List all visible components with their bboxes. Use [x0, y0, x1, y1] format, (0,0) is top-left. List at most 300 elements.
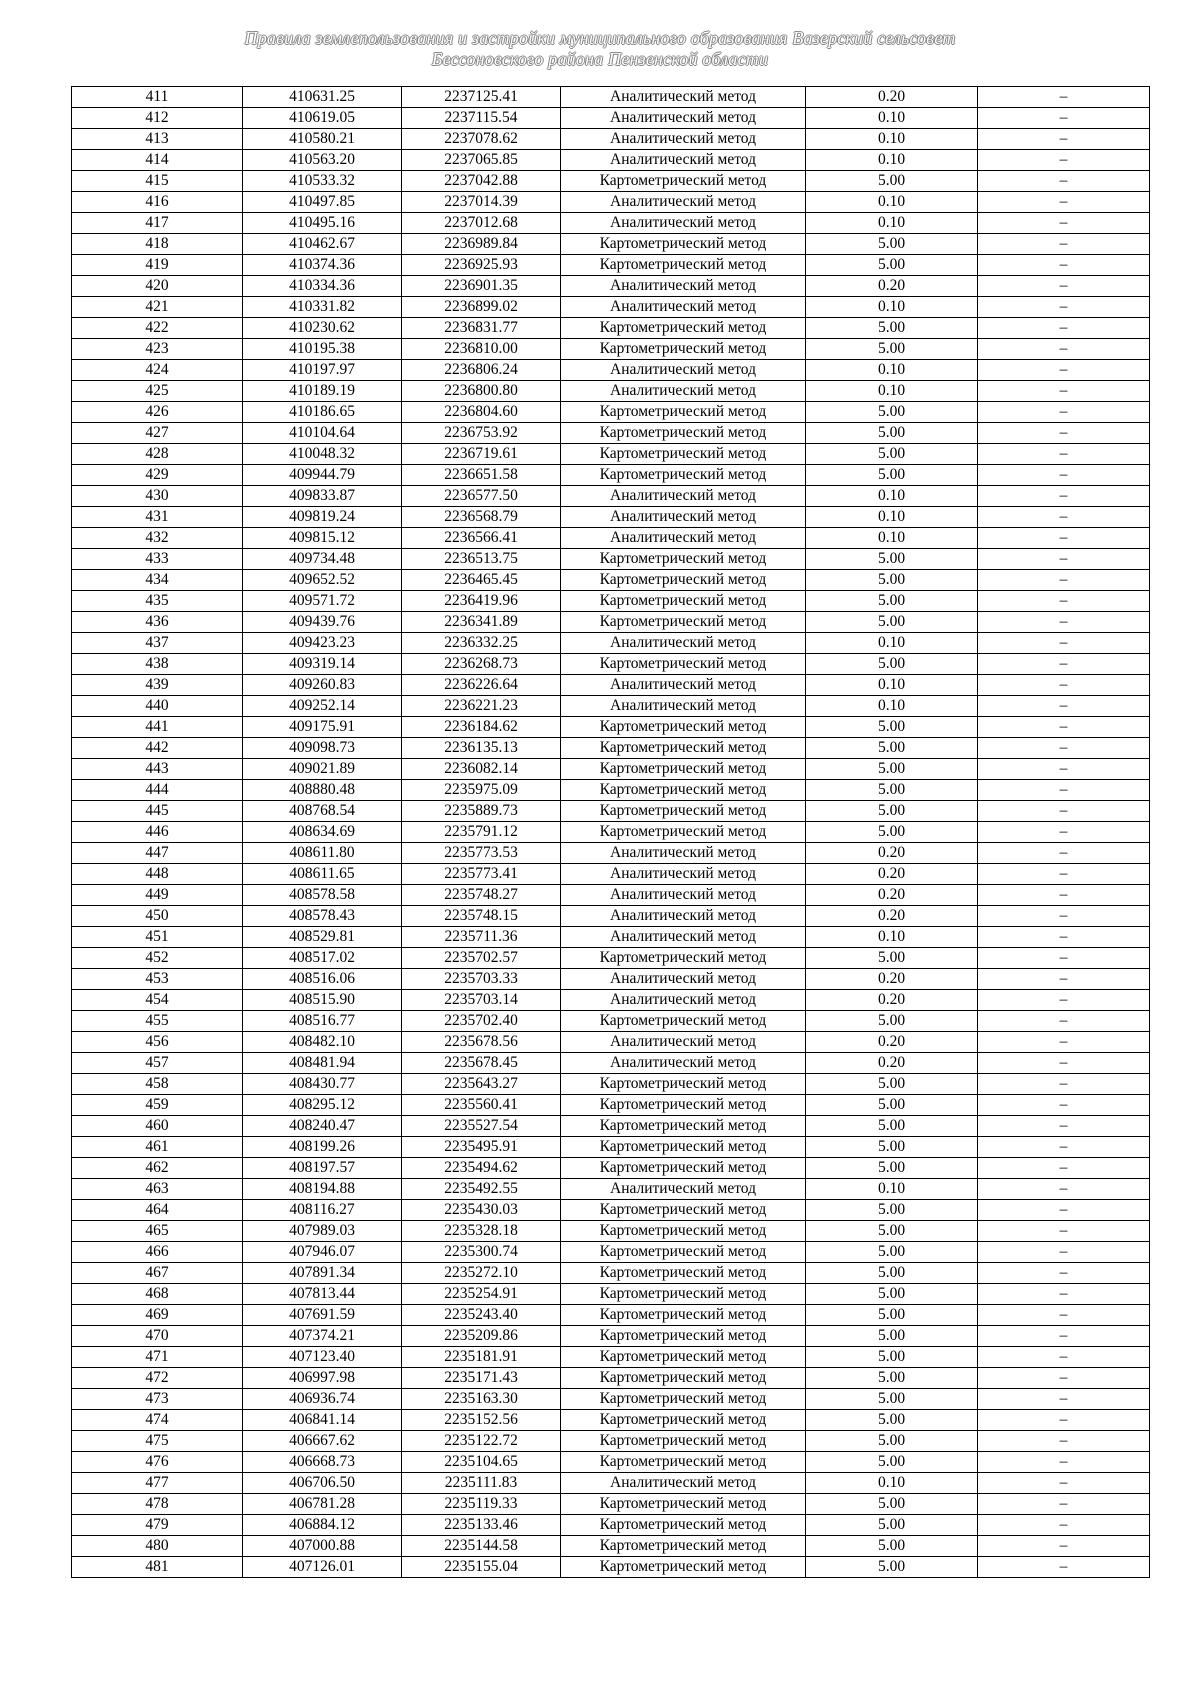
point-number-cell: 452: [72, 948, 243, 969]
y-coordinate-cell: 2236806.24: [402, 360, 561, 381]
point-number-cell: 472: [72, 1368, 243, 1389]
accuracy-cell: 5.00: [806, 1305, 978, 1326]
y-coordinate-cell: 2236753.92: [402, 423, 561, 444]
x-coordinate-cell: 409175.91: [243, 717, 402, 738]
y-coordinate-cell: 2236568.79: [402, 507, 561, 528]
table-row: [72, 297, 1150, 318]
point-number-cell: 440: [72, 696, 243, 717]
description-cell: –: [978, 1515, 1150, 1536]
table-row: [72, 108, 1150, 129]
point-number-cell: 461: [72, 1137, 243, 1158]
method-cell: Картометрический метод: [561, 1074, 806, 1095]
accuracy-cell: 5.00: [806, 444, 978, 465]
x-coordinate-cell: 409833.87: [243, 486, 402, 507]
table-row: [72, 444, 1150, 465]
y-coordinate-cell: 2236135.13: [402, 738, 561, 759]
accuracy-cell: 0.20: [806, 1053, 978, 1074]
accuracy-cell: 5.00: [806, 1200, 978, 1221]
x-coordinate-cell: 410580.21: [243, 129, 402, 150]
method-cell: Картометрический метод: [561, 1242, 806, 1263]
accuracy-cell: 0.20: [806, 864, 978, 885]
y-coordinate-cell: 2237078.62: [402, 129, 561, 150]
accuracy-cell: 5.00: [806, 339, 978, 360]
point-number-cell: 433: [72, 549, 243, 570]
y-coordinate-cell: 2235702.57: [402, 948, 561, 969]
y-coordinate-cell: 2236804.60: [402, 402, 561, 423]
description-cell: –: [978, 990, 1150, 1011]
point-number-cell: 411: [72, 87, 243, 108]
accuracy-cell: 0.20: [806, 885, 978, 906]
point-number-cell: 435: [72, 591, 243, 612]
y-coordinate-cell: 2236184.62: [402, 717, 561, 738]
description-cell: –: [978, 717, 1150, 738]
point-number-cell: 479: [72, 1515, 243, 1536]
point-number-cell: 478: [72, 1494, 243, 1515]
x-coordinate-cell: 406997.98: [243, 1368, 402, 1389]
accuracy-cell: 5.00: [806, 255, 978, 276]
x-coordinate-cell: 410462.67: [243, 234, 402, 255]
method-cell: Картометрический метод: [561, 717, 806, 738]
point-number-cell: 460: [72, 1116, 243, 1137]
method-cell: Картометрический метод: [561, 1557, 806, 1578]
x-coordinate-cell: 410619.05: [243, 108, 402, 129]
x-coordinate-cell: 407813.44: [243, 1284, 402, 1305]
y-coordinate-cell: 2236901.35: [402, 276, 561, 297]
y-coordinate-cell: 2235163.30: [402, 1389, 561, 1410]
method-cell: Картометрический метод: [561, 465, 806, 486]
x-coordinate-cell: 409423.23: [243, 633, 402, 654]
y-coordinate-cell: 2236226.64: [402, 675, 561, 696]
method-cell: Аналитический метод: [561, 864, 806, 885]
table-row: [72, 969, 1150, 990]
method-cell: Аналитический метод: [561, 213, 806, 234]
y-coordinate-cell: 2236577.50: [402, 486, 561, 507]
table-row: [72, 591, 1150, 612]
accuracy-cell: 5.00: [806, 1431, 978, 1452]
description-cell: –: [978, 444, 1150, 465]
x-coordinate-cell: 409571.72: [243, 591, 402, 612]
y-coordinate-cell: 2235209.86: [402, 1326, 561, 1347]
accuracy-cell: 5.00: [806, 738, 978, 759]
description-cell: –: [978, 423, 1150, 444]
method-cell: Картометрический метод: [561, 948, 806, 969]
table-row: [72, 1032, 1150, 1053]
table-row: [72, 1137, 1150, 1158]
x-coordinate-cell: 408199.26: [243, 1137, 402, 1158]
method-cell: Картометрический метод: [561, 1536, 806, 1557]
accuracy-cell: 5.00: [806, 1536, 978, 1557]
point-number-cell: 469: [72, 1305, 243, 1326]
x-coordinate-cell: 408611.80: [243, 843, 402, 864]
method-cell: Аналитический метод: [561, 87, 806, 108]
table-row: [72, 213, 1150, 234]
description-cell: –: [978, 1158, 1150, 1179]
method-cell: Картометрический метод: [561, 1095, 806, 1116]
method-cell: Картометрический метод: [561, 738, 806, 759]
accuracy-cell: 5.00: [806, 402, 978, 423]
accuracy-cell: 0.10: [806, 1179, 978, 1200]
x-coordinate-cell: 407374.21: [243, 1326, 402, 1347]
point-number-cell: 449: [72, 885, 243, 906]
point-number-cell: 445: [72, 801, 243, 822]
y-coordinate-cell: 2235703.14: [402, 990, 561, 1011]
table-row: [72, 1557, 1150, 1578]
table-row: [72, 192, 1150, 213]
x-coordinate-cell: 410230.62: [243, 318, 402, 339]
description-cell: –: [978, 1200, 1150, 1221]
x-coordinate-cell: 410195.38: [243, 339, 402, 360]
table-row: [72, 171, 1150, 192]
method-cell: Аналитический метод: [561, 297, 806, 318]
method-cell: Картометрический метод: [561, 402, 806, 423]
y-coordinate-cell: 2236925.93: [402, 255, 561, 276]
table-row: [72, 1368, 1150, 1389]
accuracy-cell: 5.00: [806, 549, 978, 570]
method-cell: Картометрический метод: [561, 1410, 806, 1431]
y-coordinate-cell: 2235711.36: [402, 927, 561, 948]
method-cell: Картометрический метод: [561, 171, 806, 192]
accuracy-cell: 5.00: [806, 1011, 978, 1032]
description-cell: –: [978, 591, 1150, 612]
table-row: [72, 738, 1150, 759]
table-row: [72, 1095, 1150, 1116]
method-cell: Картометрический метод: [561, 1494, 806, 1515]
point-number-cell: 473: [72, 1389, 243, 1410]
description-cell: –: [978, 759, 1150, 780]
x-coordinate-cell: 408529.81: [243, 927, 402, 948]
y-coordinate-cell: 2235155.04: [402, 1557, 561, 1578]
point-number-cell: 432: [72, 528, 243, 549]
description-cell: –: [978, 486, 1150, 507]
table-row: [72, 654, 1150, 675]
accuracy-cell: 0.10: [806, 696, 978, 717]
y-coordinate-cell: 2237042.88: [402, 171, 561, 192]
point-number-cell: 444: [72, 780, 243, 801]
point-number-cell: 434: [72, 570, 243, 591]
y-coordinate-cell: 2235300.74: [402, 1242, 561, 1263]
point-number-cell: 451: [72, 927, 243, 948]
y-coordinate-cell: 2236989.84: [402, 234, 561, 255]
y-coordinate-cell: 2236419.96: [402, 591, 561, 612]
method-cell: Аналитический метод: [561, 486, 806, 507]
x-coordinate-cell: 408482.10: [243, 1032, 402, 1053]
table-row: [72, 570, 1150, 591]
y-coordinate-cell: 2235678.56: [402, 1032, 561, 1053]
point-number-cell: 453: [72, 969, 243, 990]
accuracy-cell: 0.10: [806, 213, 978, 234]
method-cell: Аналитический метод: [561, 360, 806, 381]
accuracy-cell: 5.00: [806, 570, 978, 591]
description-cell: –: [978, 1326, 1150, 1347]
table-row: [72, 486, 1150, 507]
y-coordinate-cell: 2235171.43: [402, 1368, 561, 1389]
x-coordinate-cell: 407946.07: [243, 1242, 402, 1263]
point-number-cell: 475: [72, 1431, 243, 1452]
table-row: [72, 633, 1150, 654]
table-row: [72, 465, 1150, 486]
point-number-cell: 422: [72, 318, 243, 339]
x-coordinate-cell: 410331.82: [243, 297, 402, 318]
x-coordinate-cell: 410631.25: [243, 87, 402, 108]
method-cell: Картометрический метод: [561, 1389, 806, 1410]
description-cell: –: [978, 255, 1150, 276]
description-cell: –: [978, 1284, 1150, 1305]
accuracy-cell: 5.00: [806, 171, 978, 192]
method-cell: Картометрический метод: [561, 444, 806, 465]
description-cell: –: [978, 654, 1150, 675]
accuracy-cell: 5.00: [806, 717, 978, 738]
table-row: [72, 528, 1150, 549]
y-coordinate-cell: 2235104.65: [402, 1452, 561, 1473]
accuracy-cell: 5.00: [806, 801, 978, 822]
table-row: [72, 948, 1150, 969]
method-cell: Картометрический метод: [561, 234, 806, 255]
method-cell: Картометрический метод: [561, 1116, 806, 1137]
point-number-cell: 464: [72, 1200, 243, 1221]
y-coordinate-cell: 2235773.53: [402, 843, 561, 864]
description-cell: –: [978, 738, 1150, 759]
y-coordinate-cell: 2236221.23: [402, 696, 561, 717]
x-coordinate-cell: 406841.14: [243, 1410, 402, 1431]
y-coordinate-cell: 2235144.58: [402, 1536, 561, 1557]
accuracy-cell: 0.10: [806, 675, 978, 696]
y-coordinate-cell: 2235643.27: [402, 1074, 561, 1095]
table-row: [72, 402, 1150, 423]
method-cell: Картометрический метод: [561, 759, 806, 780]
table-row: [72, 129, 1150, 150]
y-coordinate-cell: 2235181.91: [402, 1347, 561, 1368]
point-number-cell: 438: [72, 654, 243, 675]
y-coordinate-cell: 2235889.73: [402, 801, 561, 822]
accuracy-cell: 5.00: [806, 234, 978, 255]
y-coordinate-cell: 2235122.72: [402, 1431, 561, 1452]
description-cell: –: [978, 171, 1150, 192]
description-cell: –: [978, 1410, 1150, 1431]
table-row: [72, 234, 1150, 255]
table-row: [72, 1284, 1150, 1305]
y-coordinate-cell: 2237065.85: [402, 150, 561, 171]
accuracy-cell: 5.00: [806, 1242, 978, 1263]
x-coordinate-cell: 408430.77: [243, 1074, 402, 1095]
table-row: [72, 87, 1150, 108]
coordinates-table: [71, 86, 1150, 1578]
method-cell: Картометрический метод: [561, 549, 806, 570]
description-cell: –: [978, 570, 1150, 591]
description-cell: –: [978, 1452, 1150, 1473]
description-cell: –: [978, 1431, 1150, 1452]
x-coordinate-cell: 407891.34: [243, 1263, 402, 1284]
description-cell: –: [978, 969, 1150, 990]
description-cell: –: [978, 1473, 1150, 1494]
description-cell: –: [978, 612, 1150, 633]
description-cell: –: [978, 948, 1150, 969]
x-coordinate-cell: 410563.20: [243, 150, 402, 171]
x-coordinate-cell: 407989.03: [243, 1221, 402, 1242]
description-cell: –: [978, 1494, 1150, 1515]
method-cell: Картометрический метод: [561, 1305, 806, 1326]
accuracy-cell: 0.10: [806, 192, 978, 213]
x-coordinate-cell: 410104.64: [243, 423, 402, 444]
table-row: [72, 549, 1150, 570]
point-number-cell: 426: [72, 402, 243, 423]
x-coordinate-cell: 406706.50: [243, 1473, 402, 1494]
point-number-cell: 467: [72, 1263, 243, 1284]
x-coordinate-cell: 408611.65: [243, 864, 402, 885]
x-coordinate-cell: 408197.57: [243, 1158, 402, 1179]
method-cell: Аналитический метод: [561, 969, 806, 990]
accuracy-cell: 0.20: [806, 843, 978, 864]
point-number-cell: 421: [72, 297, 243, 318]
description-cell: –: [978, 129, 1150, 150]
x-coordinate-cell: 410048.32: [243, 444, 402, 465]
accuracy-cell: 0.10: [806, 633, 978, 654]
description-cell: –: [978, 1116, 1150, 1137]
description-cell: –: [978, 780, 1150, 801]
x-coordinate-cell: 408578.58: [243, 885, 402, 906]
method-cell: Аналитический метод: [561, 843, 806, 864]
x-coordinate-cell: 406884.12: [243, 1515, 402, 1536]
method-cell: Картометрический метод: [561, 1221, 806, 1242]
table-row: [72, 990, 1150, 1011]
point-number-cell: 448: [72, 864, 243, 885]
y-coordinate-cell: 2235791.12: [402, 822, 561, 843]
accuracy-cell: 5.00: [806, 1347, 978, 1368]
y-coordinate-cell: 2236899.02: [402, 297, 561, 318]
accuracy-cell: 5.00: [806, 759, 978, 780]
y-coordinate-cell: 2235492.55: [402, 1179, 561, 1200]
table-row: [72, 150, 1150, 171]
description-cell: –: [978, 1095, 1150, 1116]
point-number-cell: 413: [72, 129, 243, 150]
accuracy-cell: 0.10: [806, 486, 978, 507]
accuracy-cell: 0.10: [806, 507, 978, 528]
point-number-cell: 447: [72, 843, 243, 864]
method-cell: Картометрический метод: [561, 423, 806, 444]
method-cell: Аналитический метод: [561, 927, 806, 948]
accuracy-cell: 0.20: [806, 87, 978, 108]
description-cell: –: [978, 1074, 1150, 1095]
description-cell: –: [978, 1368, 1150, 1389]
point-number-cell: 442: [72, 738, 243, 759]
table-row: [72, 255, 1150, 276]
accuracy-cell: 0.10: [806, 528, 978, 549]
accuracy-cell: 0.10: [806, 129, 978, 150]
accuracy-cell: 5.00: [806, 1389, 978, 1410]
x-coordinate-cell: 409819.24: [243, 507, 402, 528]
description-cell: –: [978, 1389, 1150, 1410]
x-coordinate-cell: 406936.74: [243, 1389, 402, 1410]
y-coordinate-cell: 2235495.91: [402, 1137, 561, 1158]
accuracy-cell: 0.10: [806, 381, 978, 402]
table-row: [72, 1200, 1150, 1221]
point-number-cell: 465: [72, 1221, 243, 1242]
accuracy-cell: 5.00: [806, 1452, 978, 1473]
description-cell: –: [978, 1305, 1150, 1326]
x-coordinate-cell: 410186.65: [243, 402, 402, 423]
x-coordinate-cell: 410495.16: [243, 213, 402, 234]
x-coordinate-cell: 408515.90: [243, 990, 402, 1011]
description-cell: –: [978, 1536, 1150, 1557]
method-cell: Аналитический метод: [561, 1053, 806, 1074]
point-number-cell: 454: [72, 990, 243, 1011]
point-number-cell: 415: [72, 171, 243, 192]
table-row: [72, 276, 1150, 297]
y-coordinate-cell: 2236800.80: [402, 381, 561, 402]
point-number-cell: 430: [72, 486, 243, 507]
description-cell: –: [978, 234, 1150, 255]
x-coordinate-cell: 406667.62: [243, 1431, 402, 1452]
accuracy-cell: 0.20: [806, 906, 978, 927]
y-coordinate-cell: 2236341.89: [402, 612, 561, 633]
accuracy-cell: 0.10: [806, 108, 978, 129]
x-coordinate-cell: 410334.36: [243, 276, 402, 297]
description-cell: –: [978, 696, 1150, 717]
header-line-2: Бессоновского района Пензенской области: [431, 49, 769, 69]
method-cell: Картометрический метод: [561, 1368, 806, 1389]
point-number-cell: 412: [72, 108, 243, 129]
method-cell: Картометрический метод: [561, 1515, 806, 1536]
y-coordinate-cell: 2236810.00: [402, 339, 561, 360]
table-row: [72, 1242, 1150, 1263]
point-number-cell: 424: [72, 360, 243, 381]
x-coordinate-cell: 407000.88: [243, 1536, 402, 1557]
y-coordinate-cell: 2235254.91: [402, 1284, 561, 1305]
point-number-cell: 481: [72, 1557, 243, 1578]
point-number-cell: 423: [72, 339, 243, 360]
x-coordinate-cell: 406668.73: [243, 1452, 402, 1473]
description-cell: –: [978, 1179, 1150, 1200]
point-number-cell: 416: [72, 192, 243, 213]
method-cell: Картометрический метод: [561, 318, 806, 339]
y-coordinate-cell: 2235152.56: [402, 1410, 561, 1431]
accuracy-cell: 5.00: [806, 1095, 978, 1116]
point-number-cell: 462: [72, 1158, 243, 1179]
method-cell: Картометрический метод: [561, 1326, 806, 1347]
description-cell: –: [978, 822, 1150, 843]
y-coordinate-cell: 2235975.09: [402, 780, 561, 801]
x-coordinate-cell: 409260.83: [243, 675, 402, 696]
method-cell: Аналитический метод: [561, 108, 806, 129]
description-cell: –: [978, 1557, 1150, 1578]
table-row: [72, 906, 1150, 927]
x-coordinate-cell: 408481.94: [243, 1053, 402, 1074]
point-number-cell: 437: [72, 633, 243, 654]
accuracy-cell: 5.00: [806, 1494, 978, 1515]
method-cell: Аналитический метод: [561, 1473, 806, 1494]
method-cell: Картометрический метод: [561, 339, 806, 360]
accuracy-cell: 5.00: [806, 948, 978, 969]
accuracy-cell: 5.00: [806, 1284, 978, 1305]
x-coordinate-cell: 408578.43: [243, 906, 402, 927]
point-number-cell: 419: [72, 255, 243, 276]
accuracy-cell: 5.00: [806, 654, 978, 675]
table-row: [72, 360, 1150, 381]
description-cell: –: [978, 801, 1150, 822]
method-cell: Аналитический метод: [561, 192, 806, 213]
x-coordinate-cell: 406781.28: [243, 1494, 402, 1515]
method-cell: Картометрический метод: [561, 1263, 806, 1284]
accuracy-cell: 5.00: [806, 1557, 978, 1578]
point-number-cell: 474: [72, 1410, 243, 1431]
method-cell: Картометрический метод: [561, 1200, 806, 1221]
table-row: [72, 864, 1150, 885]
x-coordinate-cell: 407126.01: [243, 1557, 402, 1578]
description-cell: –: [978, 1053, 1150, 1074]
x-coordinate-cell: 410189.19: [243, 381, 402, 402]
x-coordinate-cell: 410533.32: [243, 171, 402, 192]
x-coordinate-cell: 408517.02: [243, 948, 402, 969]
y-coordinate-cell: 2237115.54: [402, 108, 561, 129]
